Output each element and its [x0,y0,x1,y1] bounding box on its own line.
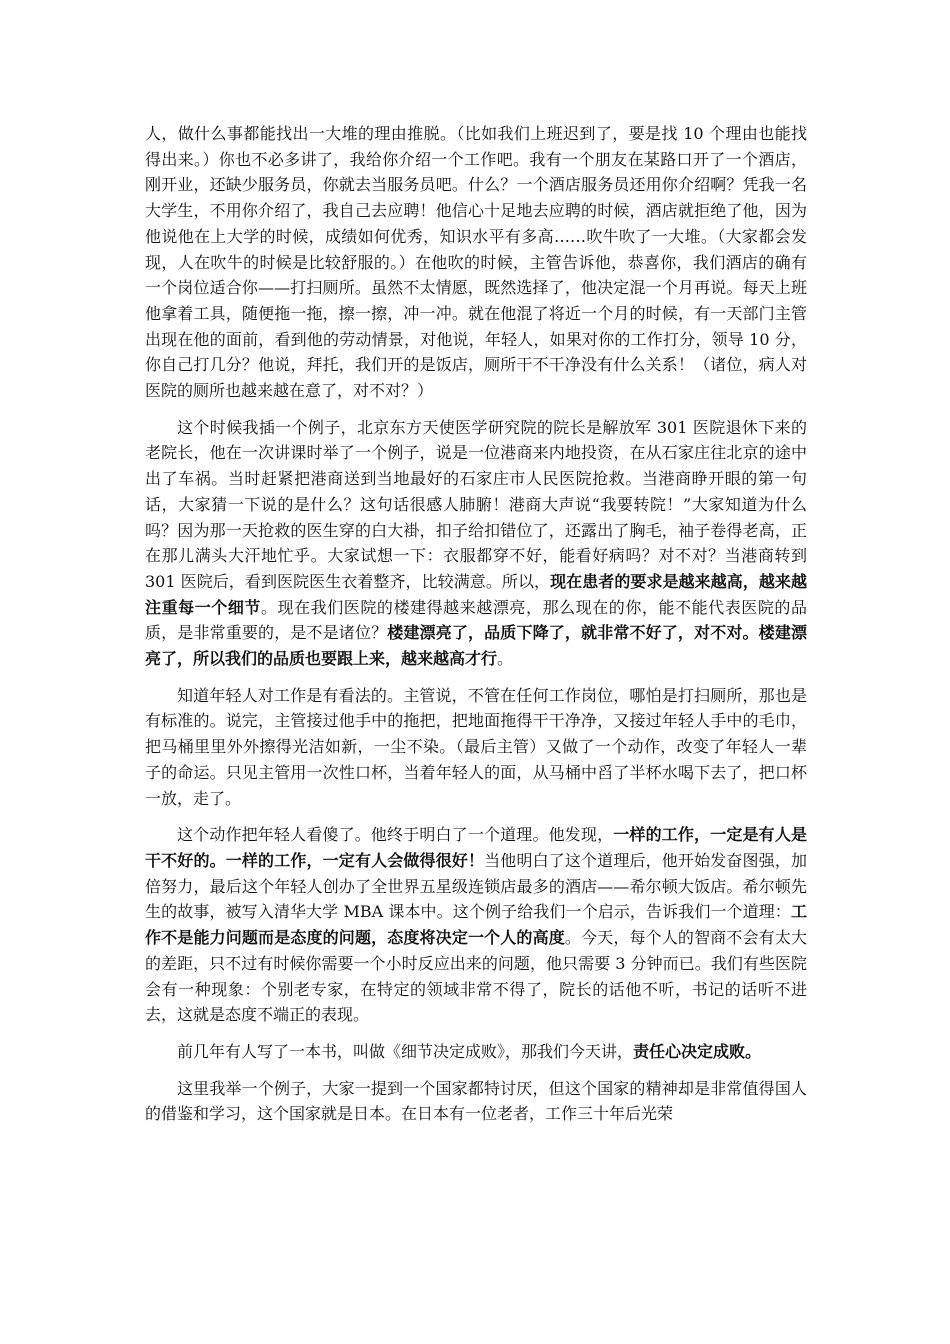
document-page [145,121,807,1138]
text-segment: 这里我举一个例子，大家一提到一个国家都特讨厌，但这个国家的精神却是非常值得国人的借鉴和学习，这个国家就是日本。在日本有一位老者，工作三十年后光荣 [145,1078,807,1124]
text-segment: 。 [497,649,514,669]
text-segment: 。现在我们医院的楼建得越来越漂亮，那么现在的你，能不能代表医院的品质，是非常重要的，是不是诸位？ [145,597,807,643]
text-segment: 这个时候我插一个例子，北京东方天使医学研究院的院长是解放军 301 医院退休下来的老院长，他在一次讲课时举了一个例子，说是一位港商来内地投资，在从石家庄往北京的途中出了车祸。当时赶紧把港商送到当地最好的石家庄市人民医院抢救。当港商睁开眼的第一句话，大家猜一下说的是什么？这句话很感人肺腑！港商大声说“我要转院！”大家知道为什么吗？因为那一天抢救的医生穿的白大褂，扣子给扣错位了，还露出了胸毛，袖子卷得老高，正在那儿满头大汗地忙乎。大家试想一下：衣服都穿不好，能看好病吗？对不对？当港商转到 301 医院后，看到医院医生衣着整齐，比较满意。所以， [145,417,807,591]
bold-text-segment: 责任心决定成败。 [633,1041,762,1061]
paragraph-2 [145,415,807,672]
paragraph-6 [145,1076,807,1127]
text-segment: 前几年有人写了一本书，叫做《细节决定成败》，那我们今天讲， [177,1041,634,1061]
text-segment: 。今天，每个人的智商不会有太大的差距，只不过有时候你需要一个小时反应出来的问题，他只需要 3 分钟而已。我们有些医院会有一种现象：个别老专家，在特定的领域非常不得了，院长的话他不听，书记的话听不进去，这就是态度不端正的表现。 [145,928,807,1025]
bold-text-segment: 现在患者的要求是越来越高，越来越注重每一个细节 [145,571,807,617]
paragraph-5 [145,1039,807,1065]
text-segment: 知道年轻人对工作是有看法的。主管说，不管在任何工作岗位，哪怕是打扫厕所，那也是有标准的。说完，主管接过他手中的拖把，把地面拖得干干净净，又接过年轻人手中的毛巾，把马桶里里外外擦得光洁如新，一尘不染。（最后主管）又做了一个动作，改变了年轻人一辈子的命运。只见主管用一次性口杯，当着年轻人的面，从马桶中舀了半杯水喝下去了，把口杯一放，走了。 [145,685,807,808]
bold-text-segment: 一样的工作，一定是有人是干不好的。一样的工作，一定有人会做得很好！ [145,825,807,870]
text-segment: 当他明白了这个道理后，他开始发奋图强，加倍努力，最后这个年轻人创办了全世界五星级连锁店最多的酒店——希尔顿大饭店。希尔顿先生的故事，被写入清华大学 MBA 课本中。这个例子给我们一个启示，告诉我们一个道理： [145,850,807,922]
text-segment: 人，做什么事都能找出一大堆的理由推脱。（比如我们上班迟到了，要是找 10 个理由也能找得出来。）你也不必多讲了，我给你介绍一个工作吧。我有一个朋友在某路口开了一个酒店，刚开业，还缺少服务员，你就去当服务员吧。什么？一个酒店服务员还用你介绍啊？凭我一名大学生，不用你介绍了，我自己去应聘！他信心十足地去应聘的时候，酒店就拒绝了他，因为他说他在上大学的时候，成绩如何优秀，知识水平有多高……吹牛吹了一大堆。（大家都会发现，人在吹牛的时候是比较舒服的。）在他吹的时候，主管告诉他，恭喜你，我们酒店的确有一个岗位适合你——打扫厕所。虽然不太情愿，既然选择了，他决定混一个月再说。每天上班他拿着工具，随便拖一拖，擦一擦，冲一冲。就在他混了将近一个月的时候，有一天部门主管出现在他的面前，看到他的劳动情景，对他说，年轻人，如果对你的工作打分，领导 10 分，你自己打几分？他说，拜托，我们开的是饭店，厕所干不干净没有什么关系！（诸位，病人对医院的厕所也越来越在意了，对不对？） [145,124,807,401]
bold-text-segment: 楼建漂亮了，品质下降了，就非常不好了，对不对。楼建漂亮了，所以我们的品质也要跟上来，越来越高才行 [145,623,807,669]
paragraph-1 [145,121,807,404]
paragraph-4 [145,822,807,1028]
paragraph-3 [145,683,807,812]
bold-text-segment: 工作不是能力问题而是态度的问题，态度将决定一个人的高度 [145,902,807,948]
text-segment: 这个动作把年轻人看傻了。他终于明白了一个道理。他发现， [177,825,614,845]
